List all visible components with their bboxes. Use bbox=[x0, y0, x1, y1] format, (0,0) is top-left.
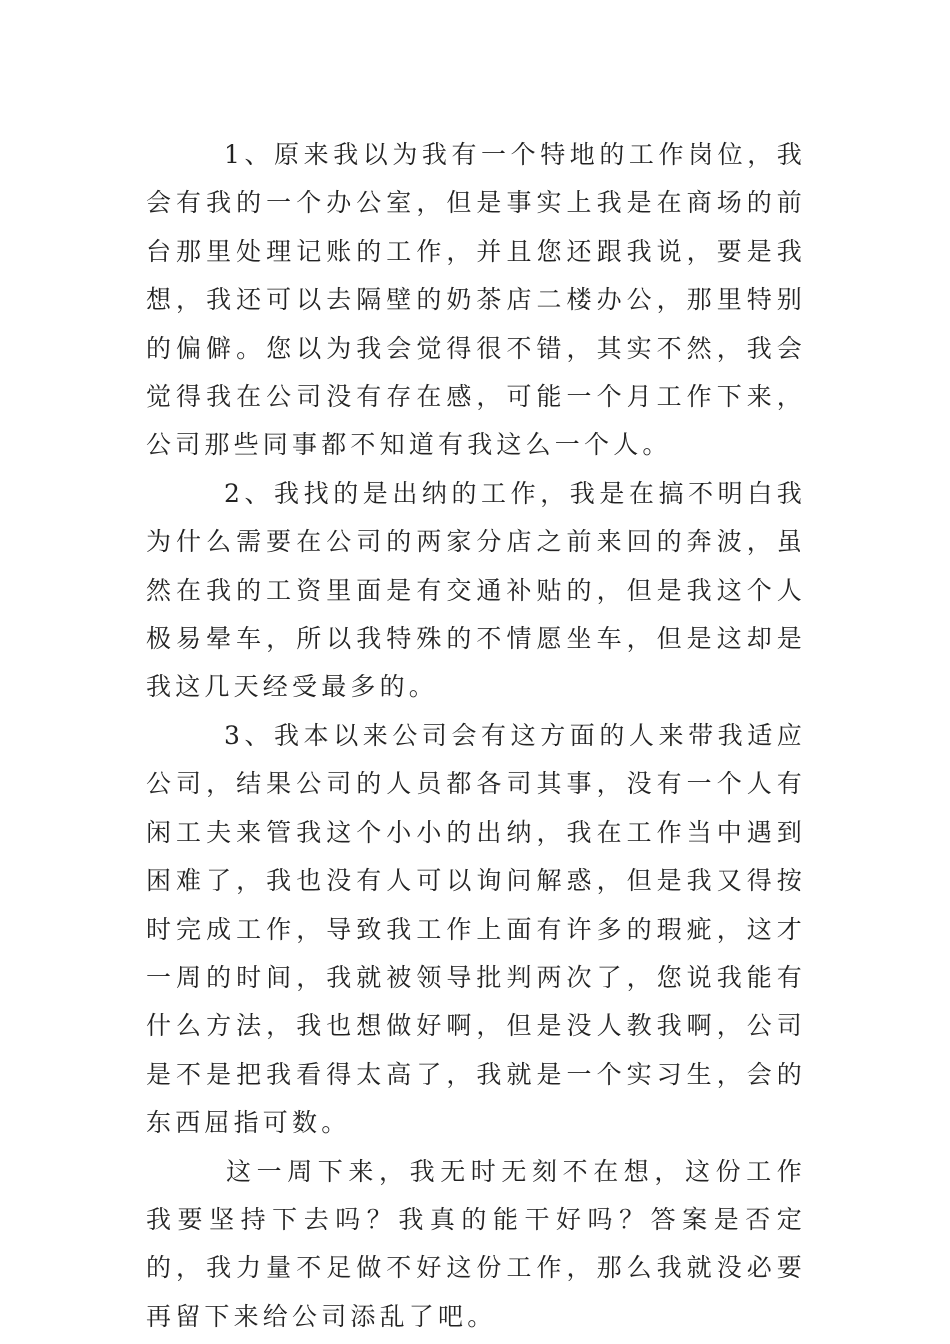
paragraph-4: 这一周下来，我无时无刻不在想，这份工作我要坚持下去吗？我真的能干好吗？答案是否定的，我力量不足做不好这份工作，那么我就没必要再留下来给公司添乱了吧。 bbox=[146, 1156, 806, 1331]
paragraph-3: 3、我本以来公司会有这方面的人来带我适应公司，结果公司的人员都各司其事，没有一个人有闲工夫来管我这个小小的出纳，我在工作当中遇到困难了，我也没有人可以询问解惑，但是我又得按时完成工作，导致我工作上面有许多的瑕疵，这才一周的时间，我就被领导批判两次了，您说我能有什么方法，我也想做好啊，但是没人教我啊，公司是不是把我看得太高了，我就是一个实习生，会的东西屈指可数。 bbox=[146, 720, 806, 1138]
paragraph-2: 2、我找的是出纳的工作，我是在搞不明白我为什么需要在公司的两家分店之前来回的奔波，虽然在我的工资里面是有交通补贴的，但是我这个人极易晕车，所以我特殊的不情愿坐车，但是这却是我这几天经受最多的。 bbox=[146, 478, 806, 702]
document-body bbox=[146, 131, 806, 1341]
paragraph-1: 1、原来我以为我有一个特地的工作岗位，我会有我的一个办公室，但是事实上我是在商场的前台那里处理记账的工作，并且您还跟我说，要是我想，我还可以去隔壁的奶茶店二楼办公，那里特别的偏僻。您以为我会觉得很不错，其实不然，我会觉得我在公司没有存在感，可能一个月工作下来，公司那些同事都不知道有我这么一个人。 bbox=[146, 140, 806, 460]
